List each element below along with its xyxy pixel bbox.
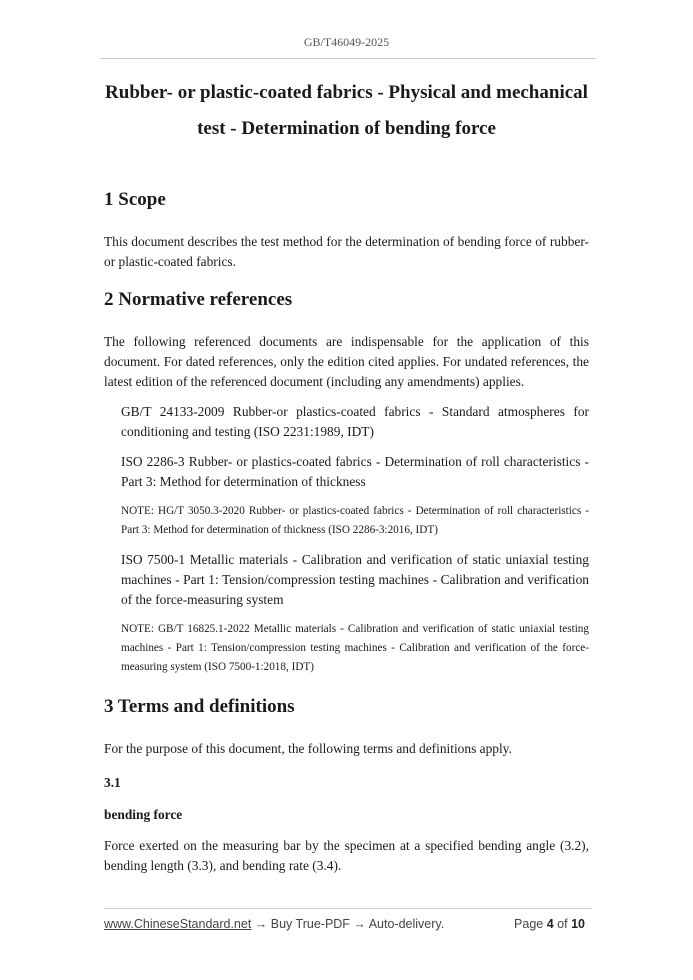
page-total: 10	[571, 917, 585, 931]
note-gbt-16825-1: NOTE: GB/T 16825.1-2022 Metallic materials - Calibration and verification of static uniaxial testing machines - Part 1: Tension/compression testing machines - Calibration and verification of the force-measuring system (ISO 7500-1:2018, IDT)	[121, 623, 589, 673]
footer-promo	[104, 917, 444, 931]
term-number: 3.1	[104, 775, 121, 790]
note-hgt-3050-3: NOTE: HG/T 3050.3-2020 Rubber- or plastics-coated fabrics - Determination of roll characteristics - Part 3: Method for determination of thickness (ISO 2286-3:2016, IDT)	[121, 505, 589, 536]
normative-intro-paragraph: The following referenced documents are indispensable for the application of this document. For dated references, only the edition cited applies. For undated references, the latest edition of the referenced document (including any amendments) applies.	[104, 334, 589, 389]
term-definition: Force exerted on the measuring bar by the specimen at a specified bending angle (3.2), bending length (3.3), and bending rate (3.4).	[104, 838, 589, 873]
section-heading-terms-definitions: 3 Terms and definitions	[104, 696, 295, 717]
header-divider	[100, 58, 596, 59]
page-indicator	[495, 917, 585, 931]
document-code-header: GB/T46049-2025	[303, 35, 390, 49]
reference-iso-2286-3: ISO 2286-3 Rubber- or plastics-coated fabrics - Determination of roll characteristics - Part 3: Method for determination of thickness	[121, 454, 589, 489]
page-word: Page	[514, 917, 544, 931]
reference-iso-7500-1: ISO 7500-1 Metallic materials - Calibration and verification of static uniaxial testing machines - Part 1: Tension/compression testing machines - Calibration and verification of the force-measuring system	[121, 552, 589, 607]
page-current: 4	[546, 917, 554, 931]
section-heading-scope: 1 Scope	[104, 189, 166, 210]
reference-gbt-24133: GB/T 24133-2009 Rubber-or plastics-coated fabrics - Standard atmospheres for conditioning and testing (ISO 2231:1989, IDT)	[121, 404, 589, 439]
scope-paragraph: This document describes the test method for the determination of bending force of rubber- or plastic-coated fabrics.	[104, 234, 589, 269]
of-word: of	[557, 917, 568, 931]
terms-intro-paragraph: For the purpose of this document, the following terms and definitions apply.	[104, 741, 512, 756]
term-name: bending force	[104, 807, 183, 822]
document-title-line-1: Rubber- or plastic-coated fabrics - Physical and mechanical	[105, 82, 588, 103]
footer-promo-text: → Buy True-PDF → Auto-delivery.	[251, 917, 445, 931]
footer-divider	[104, 908, 592, 909]
footer-site-link[interactable]: www.ChineseStandard.net	[104, 917, 252, 931]
section-heading-normative-references: 2 Normative references	[104, 289, 293, 310]
document-title-line-2: test - Determination of bending force	[197, 118, 496, 139]
